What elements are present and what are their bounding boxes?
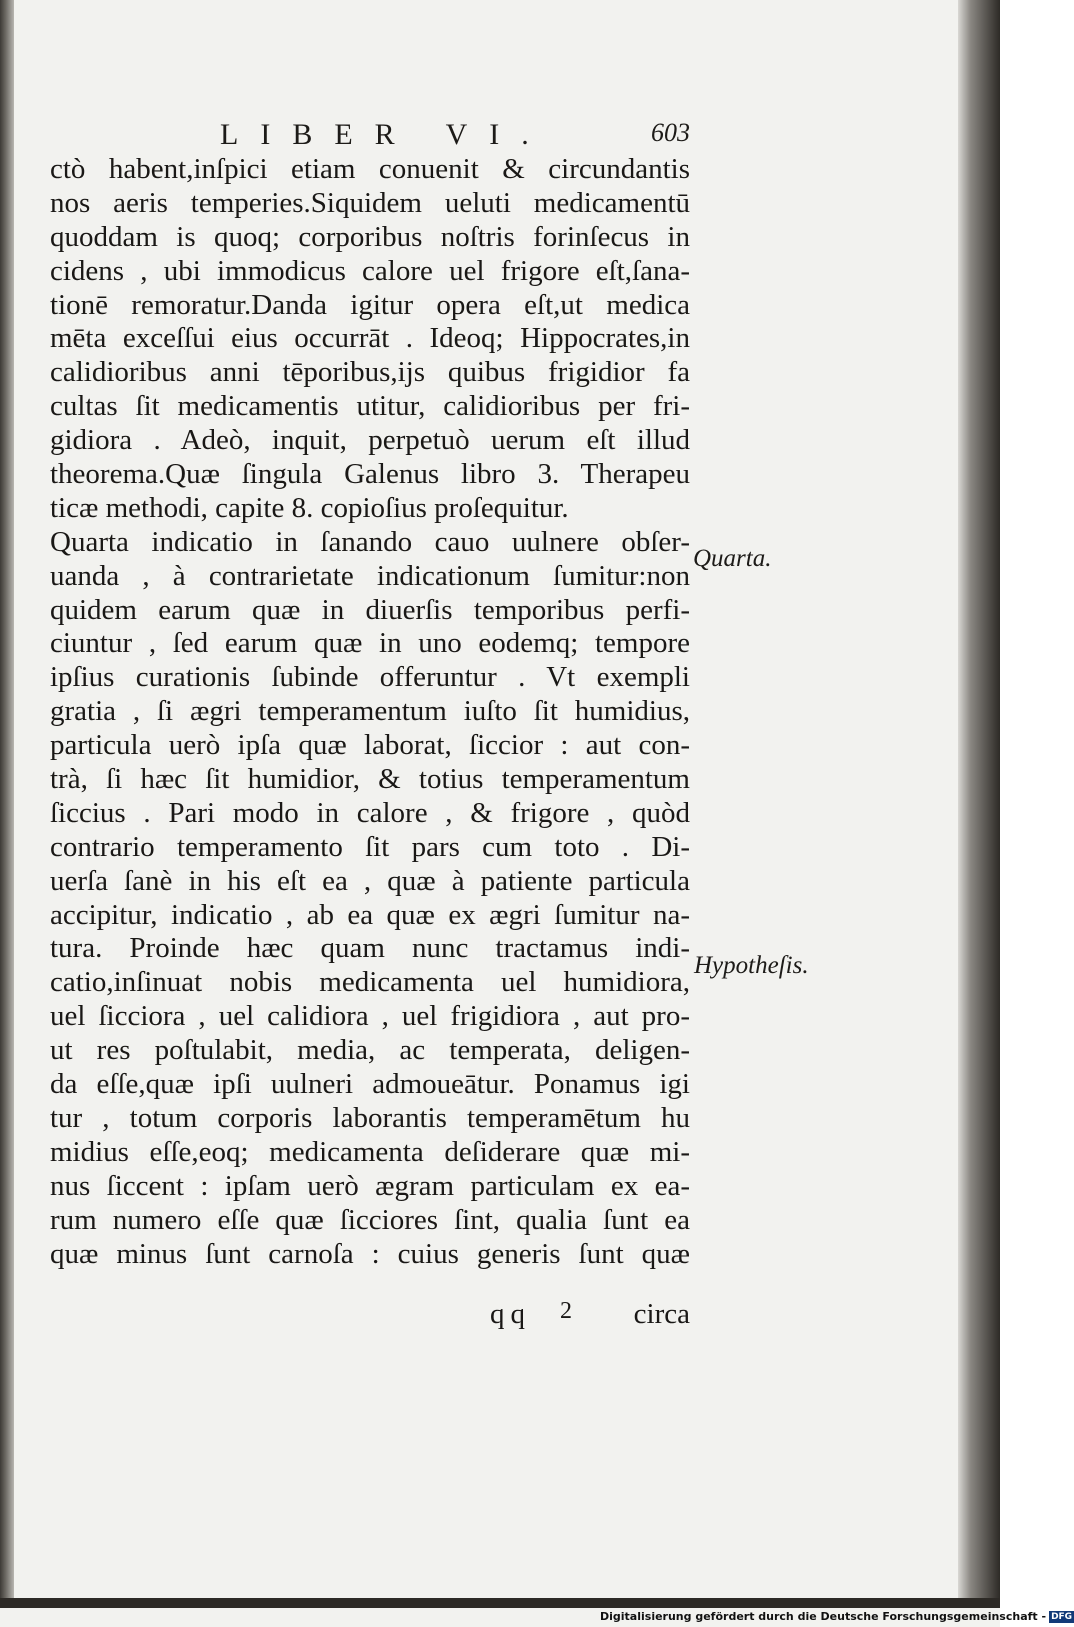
catchline [480,1298,690,1334]
page-edge-bottom [0,1598,1000,1608]
text-line: contrario temperamento ſit pars cum toto . Di- [50,830,690,863]
text-line: Quarta indicatio in ſanando cauo uulnere obſer- [50,525,690,558]
credit-text: Digitalisierung gefördert durch die Deutsche Forschungsgemeinschaft - [600,1610,1047,1623]
signature-mark: qq [490,1298,531,1330]
catchword: circa [633,1298,690,1330]
text-line: accipitur, indicatio , ab ea quæ ex ægri ſumitur na- [50,898,690,931]
page-edge-right [958,0,1000,1600]
text-line: nus ſiccent : ipſam uerò ægram particulam ex ea- [50,1169,690,1202]
text-line: cultas ſit medicamentis utitur, calidioribus per fri- [50,390,690,423]
text-line: particula uerò ipſa quæ laborat, ſiccior : aut con- [50,729,690,762]
running-head-title: LIBER VI. [220,118,551,151]
text-line: gratia , ſi ægri temperamentum iuſto ſit humidius, [50,695,690,728]
running-head [220,118,690,158]
text-line: midius eſſe,eoq; medicamenta deſiderare quæ mi- [50,1135,690,1168]
page-number: 603 [651,118,690,147]
dfg-logo: DFG [1051,1612,1073,1622]
text-line: mēta exceſſui eius occurrāt . Ideoq; Hippocrates,in [50,322,690,355]
digitization-credit [600,1610,1073,1624]
text-line: ut res poſtulabit, media, ac temperata, deligen- [50,1034,690,1067]
marginal-note-hypothesis: Hypotheſis. [694,952,809,979]
text-line: trà, ſi hæc ſit humidior, & totius temperamentum [50,763,690,796]
text-line: catio,inſinuat nobis medicamenta uel humidiora, [50,966,690,999]
text-line: quæ minus ſunt carnoſa : cuius generis ſunt quæ [50,1237,690,1270]
body-text [50,153,690,1271]
text-line: ticæ methodi, capite 8. copioſius proſequitur. [50,491,569,524]
text-line: ſiccius . Pari modo in calore , & frigore , quòd [50,796,690,829]
text-line: quoddam is quoq; corporibus noſtris forinſecus in [50,220,690,253]
text-line: cidens , ubi immodicus calore uel frigore eſt,ſana- [50,254,690,287]
text-line: quidem earum quæ in diuerſis temporibus perfi- [50,593,690,626]
marginal-note-quarta: Quarta. [693,545,772,572]
text-line: ipſius curationis ſubinde offeruntur . Vt exempli [50,661,690,694]
text-line: da eſſe,quæ ipſi uulneri admoueātur. Ponamus igi [50,1068,690,1101]
text-line: tur , totum corporis laborantis temperamētum hu [50,1101,690,1134]
signature-number: 2 [560,1298,572,1324]
text-line: uel ſicciora , uel calidiora , uel frigidiora , aut pro- [50,1000,690,1033]
text-line: tura. Proinde hæc quam nunc tractamus indi- [50,932,690,965]
text-line: calidioribus anni tēporibus,ijs quibus frigidior fa [50,356,690,389]
text-line: tionē remoratur.Danda igitur opera eſt,ut medica [50,288,690,321]
text-line: rum numero eſſe quæ ſicciores ſint, qualia ſunt ea [50,1203,690,1236]
text-line: uerſa ſanè in his eſt ea , quæ à patiente particula [50,864,690,897]
text-line: uanda , à contrarietate indicationum ſumitur:non [50,559,690,592]
text-line: gidiora . Adeò, inquit, perpetuò uerum eſt illud [50,424,690,457]
binding-edge [0,0,14,1600]
text-line: theorema.Quæ ſingula Galenus libro 3. Therapeu [50,458,690,491]
text-line: ctò habent,inſpici etiam conuenit & circundantis [50,153,690,185]
text-line: ciuntur , ſed earum quæ in uno eodemq; tempore [50,627,690,660]
text-line: nos aeris temperies.Siquidem ueluti medicamentū [50,186,690,219]
